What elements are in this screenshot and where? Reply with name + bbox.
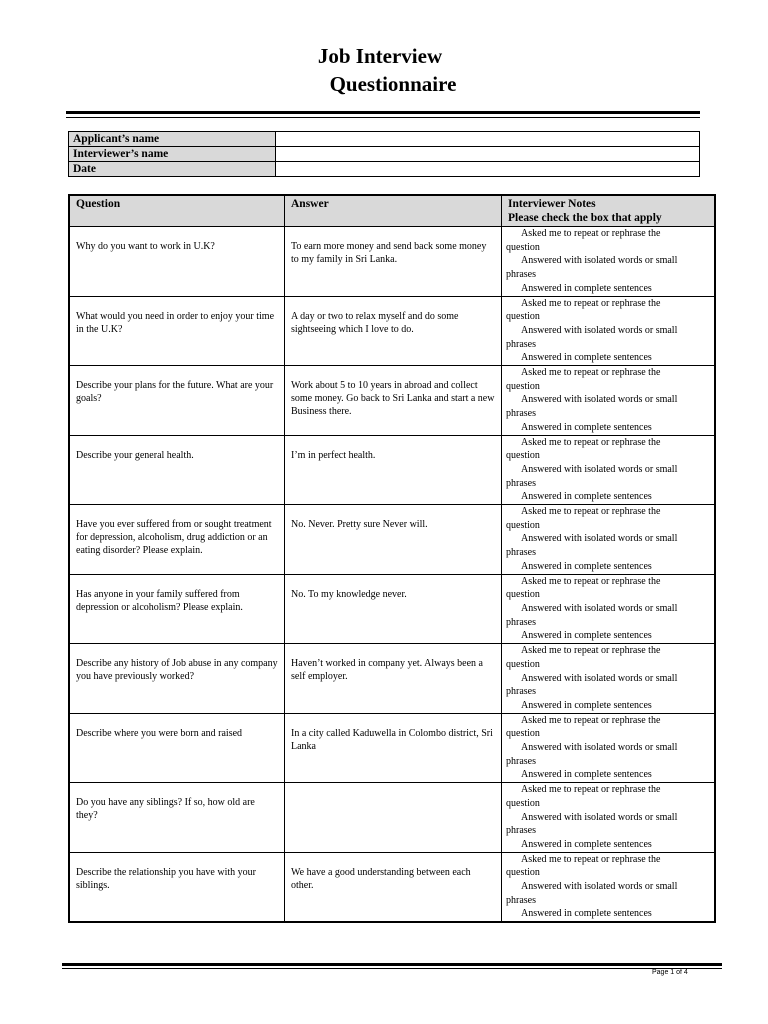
answer-cell[interactable]: Work about 5 to 10 years in abroad and collect some money. Go back to Sri Lanka and start a new Business there. [285,366,502,436]
notes-option-repeat[interactable]: Asked me to repeat or rephrase the [521,645,661,657]
notes-option-isolated-cont: phrases [506,408,536,420]
question-cell: Do you have any siblings? If so, how old are they? [69,783,285,853]
answer-cell[interactable]: We have a good understanding between each other. [285,852,502,922]
notes-option-repeat-cont: question [506,241,540,253]
notes-cell [502,783,716,853]
notes-cell [502,366,716,436]
answer-cell[interactable]: No. To my knowledge never. [285,574,502,644]
notes-cell [502,852,716,922]
notes-option-repeat[interactable]: Asked me to repeat or rephrase the [521,714,661,726]
notes-option-isolated-cont: phrases [506,894,536,906]
notes-cell [502,435,716,505]
table-row [69,852,715,922]
notes-option-repeat[interactable]: Asked me to repeat or rephrase the [521,297,661,309]
question-cell: Describe your general health. [69,435,285,505]
answer-cell[interactable]: Haven’t worked in company yet. Always been a self employer. [285,644,502,714]
info-row [69,147,700,162]
notes-cell [502,713,716,783]
notes-option-isolated[interactable]: Answered with isolated words or small [521,602,678,614]
question-cell: Has anyone in your family suffered from depression or alcoholism? Please explain. [69,574,285,644]
notes-option-isolated-cont: phrases [506,547,536,559]
title-line-1: Job Interview [317,44,443,68]
info-label: Interviewer’s name [69,147,276,162]
notes-option-repeat[interactable]: Asked me to repeat or rephrase the [521,853,661,865]
info-row [69,162,700,177]
notes-option-complete[interactable]: Answered in complete sentences [521,560,652,572]
table-row [69,505,715,575]
notes-cell [502,227,716,297]
notes-option-repeat-cont: question [506,658,540,670]
answer-cell[interactable]: In a city called Kaduwella in Colombo district, Sri Lanka [285,713,502,783]
page-number: Page 1 of 4 [652,969,688,976]
answer-cell[interactable]: I’m in perfect health. [285,435,502,505]
header-rule-thick [66,111,700,114]
notes-cell [502,644,716,714]
notes-option-complete[interactable]: Answered in complete sentences [521,491,652,503]
questionnaire-table [68,194,716,923]
notes-option-repeat-cont: question [506,450,540,462]
notes-option-isolated[interactable]: Answered with isolated words or small [521,672,678,684]
notes-option-isolated[interactable]: Answered with isolated words or small [521,394,678,406]
notes-option-complete[interactable]: Answered in complete sentences [521,838,652,850]
notes-cell [502,505,716,575]
date-field[interactable] [276,162,700,177]
notes-option-repeat-cont: question [506,867,540,879]
notes-option-repeat-cont: question [506,311,540,323]
notes-option-isolated-cont: phrases [506,686,536,698]
notes-option-repeat[interactable]: Asked me to repeat or rephrase the [521,784,661,796]
notes-option-repeat[interactable]: Asked me to repeat or rephrase the [521,575,661,587]
notes-option-repeat-cont: question [506,380,540,392]
question-cell: Describe where you were born and raised [69,713,285,783]
info-row [69,132,700,147]
notes-option-repeat-cont: question [506,519,540,531]
applicant-info-table [68,131,700,177]
notes-option-isolated[interactable]: Answered with isolated words or small [521,255,678,267]
notes-option-complete[interactable]: Answered in complete sentences [521,421,652,433]
notes-option-complete[interactable]: Answered in complete sentences [521,699,652,711]
info-label: Applicant’s name [69,132,276,147]
notes-option-complete[interactable]: Answered in complete sentences [521,630,652,642]
notes-option-isolated-cont: phrases [506,616,536,628]
notes-column-header [502,195,716,227]
table-row [69,783,715,853]
question-cell: Why do you want to work in U.K? [69,227,285,297]
notes-option-repeat[interactable]: Asked me to repeat or rephrase the [521,436,661,448]
table-header-row [69,195,715,227]
interviewer-name-field[interactable] [276,147,700,162]
notes-option-complete[interactable]: Answered in complete sentences [521,352,652,364]
notes-cell [502,296,716,366]
notes-option-isolated-cont: phrases [506,825,536,837]
notes-header-line-2: Please check the box that apply [508,212,662,224]
notes-cell [502,574,716,644]
table-row [69,713,715,783]
notes-option-repeat[interactable]: Asked me to repeat or rephrase the [521,228,661,239]
notes-option-repeat-cont: question [506,728,540,740]
answer-column-header: Answer [285,195,502,227]
question-cell: Have you ever suffered from or sought treatment for depression, alcoholism, drug addiction or an eating disorder? Please explain. [69,505,285,575]
applicant-name-field[interactable] [276,132,700,147]
notes-option-complete[interactable]: Answered in complete sentences [521,908,652,920]
notes-option-isolated[interactable]: Answered with isolated words or small [521,463,678,475]
notes-option-repeat[interactable]: Asked me to repeat or rephrase the [521,367,661,379]
notes-option-isolated[interactable]: Answered with isolated words or small [521,742,678,754]
notes-option-isolated[interactable]: Answered with isolated words or small [521,811,678,823]
notes-option-isolated-cont: phrases [506,269,536,281]
footer-rule-thin [62,968,722,969]
question-column-header: Question [69,195,285,227]
table-row [69,366,715,436]
notes-option-complete[interactable]: Answered in complete sentences [521,769,652,781]
title-line-2: Questionnaire [329,72,457,96]
header-rule-thin [66,117,700,118]
notes-option-isolated-cont: phrases [506,338,536,350]
question-cell: Describe your plans for the future. What are your goals? [69,366,285,436]
answer-cell[interactable]: To earn more money and send back some money to my family in Sri Lanka. [285,227,502,297]
notes-option-repeat-cont: question [506,797,540,809]
answer-cell[interactable] [285,783,502,853]
notes-option-isolated[interactable]: Answered with isolated words or small [521,533,678,545]
question-cell: What would you need in order to enjoy your time in the U.K? [69,296,285,366]
notes-option-repeat-cont: question [506,589,540,601]
question-cell: Describe any history of Job abuse in any company you have previously worked? [69,644,285,714]
document-title [0,42,768,98]
notes-option-isolated-cont: phrases [506,755,536,767]
table-row [69,296,715,366]
notes-header-line-1: Interviewer Notes [508,198,596,210]
table-row [69,227,715,297]
notes-option-isolated[interactable]: Answered with isolated words or small [521,881,678,893]
answer-cell[interactable]: No. Never. Pretty sure Never will. [285,505,502,575]
table-row [69,644,715,714]
notes-option-isolated-cont: phrases [506,477,536,489]
table-row [69,574,715,644]
info-label: Date [69,162,276,177]
notes-option-isolated[interactable]: Answered with isolated words or small [521,324,678,336]
footer-rule-thick [62,963,722,966]
notes-option-complete[interactable]: Answered in complete sentences [521,282,652,294]
table-row [69,435,715,505]
question-cell: Describe the relationship you have with your siblings. [69,852,285,922]
answer-cell[interactable]: A day or two to relax myself and do some sightseeing which I love to do. [285,296,502,366]
notes-option-repeat[interactable]: Asked me to repeat or rephrase the [521,506,661,518]
